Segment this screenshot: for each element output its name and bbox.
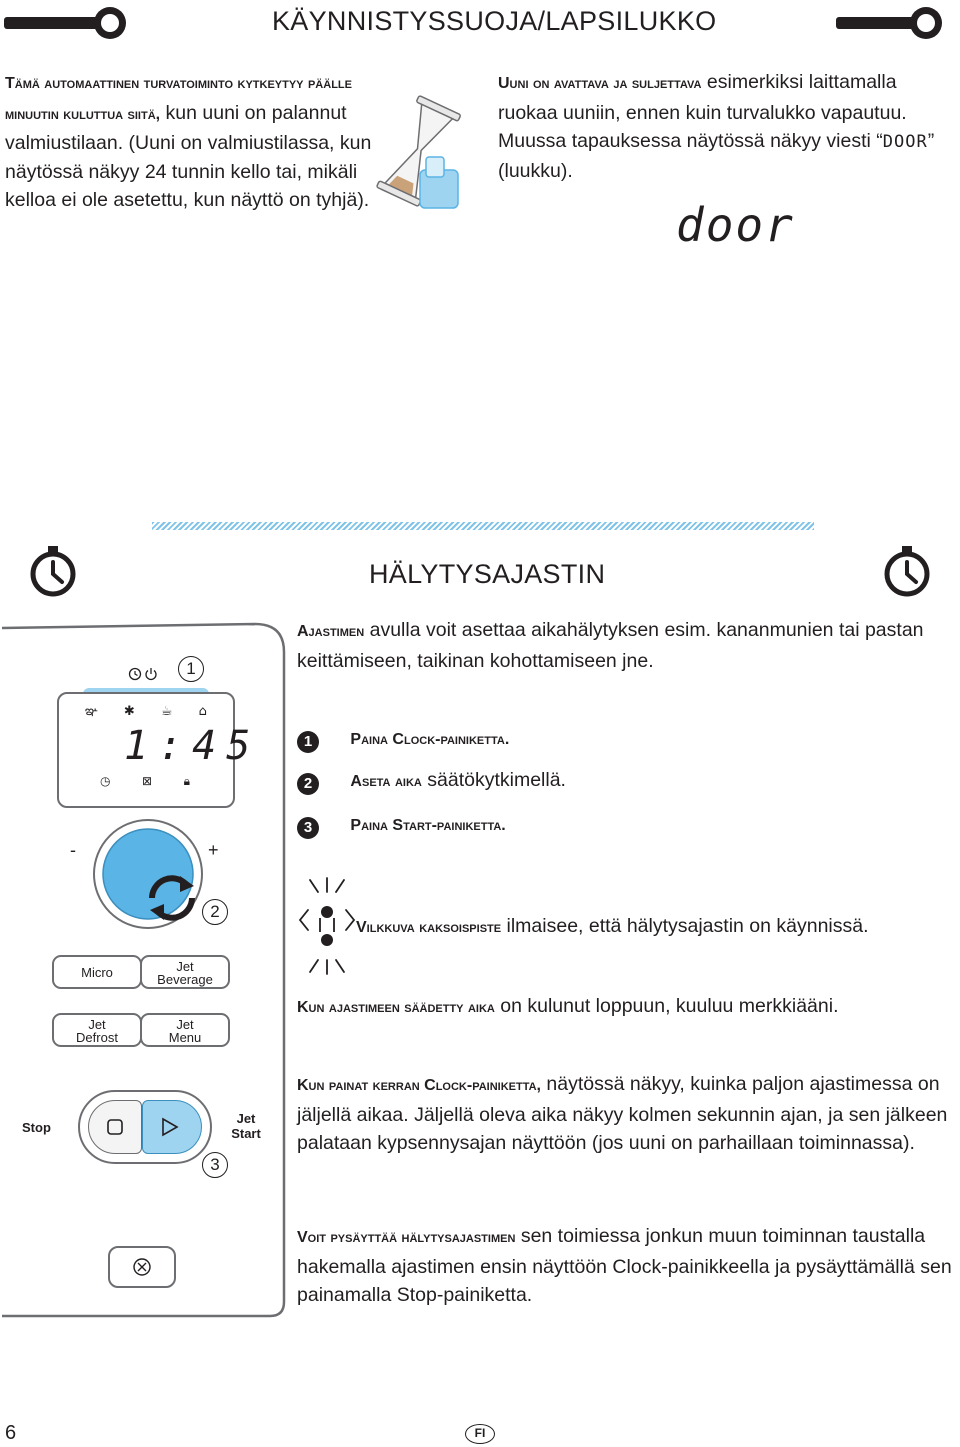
timer-icon-right [882,544,932,598]
minus-label: - [70,840,76,860]
jet-beverage-button[interactable]: Jet Beverage [140,955,230,989]
clock-icon [128,667,142,681]
language-badge: FI [465,1424,495,1444]
callout-2: 2 [202,899,228,925]
key-icon-left [2,4,132,42]
timer-step-1: 1 Paina Clock-painiketta. [297,724,957,755]
timer-title: HÄLYTYSAJASTIN [369,559,606,589]
page-title: KÄYNNISTYSSUOJA/LAPSILUKKO [272,6,717,36]
stop-status-icon: ⊠ [142,774,153,788]
page-number: 6 [5,1422,17,1444]
mode-icons [72,704,220,722]
timer-icon-left [28,544,78,598]
timer-blink: Vilkkuva kaksoispiste ilmaisee, että hälytysajastin on käynnissä. [356,915,869,937]
lock-status-icon: 🔒︎ [183,774,190,788]
door-display: door [676,198,795,252]
timer-step-2: 2 Aseta aika säätökytkimellä. [297,766,957,797]
timer-intro: Ajastimen avulla voit asettaa aikahälytyksen esim. kananmunien tai pastan keittämiseen, taikinan kohottamiseen jne. [297,619,924,672]
childlock-left-text: Tämä automaattinen turvatoiminto kytkeytyy päälle minuutin kuluttua siitä, kun uuni on palannut valmiustilaan. (Uuni on valmiustilassa, kun näytössä näkyy 24 tunnin kello tai, mikäli kelloa ei ole asetettu, kun näyttö on tyhjä). [5,75,372,211]
beverage-icon: ☕ [160,704,173,719]
callout-3: 3 [202,1152,228,1178]
play-icon [160,1117,180,1137]
section-divider [152,522,814,530]
timer-press-once: Kun painat kerran Clock-painiketta, näytössä näkyy, kuinka paljon ajastimessa on jäljellä aikaa. Jäljellä oleva aika näkyy kolmen sekunnin ajan, ja sen jälkeen palataan kypsennysajan näyttöön (jos uuni on parhaillaan toiminnassa). [297,1073,948,1154]
plus-label: + [208,840,219,860]
blink-icon [298,874,356,978]
key-icon-right [832,4,960,42]
grill-icon: ఞ [85,704,98,719]
menu-icon: ⌂ [198,704,207,719]
defrost-icon: ✱ [123,704,135,719]
jet-start-label: Jet Start [231,1111,261,1141]
rotate-icon [144,872,200,924]
timer-stop: Voit pysäyttää hälytysajastimen sen toimiessa jonkun muun toiminnan taustalla hakemalla ajastimen ensin näyttöön Clock-painikkeella ja pysäyttämällä sen painamalla Stop-painiketta. [297,1225,952,1306]
hourglass-icon [372,95,467,215]
jet-defrost-button[interactable]: Jet Defrost [52,1013,142,1047]
power-icon [144,667,158,681]
jet-menu-button[interactable]: Jet Menu [140,1013,230,1047]
timer-elapsed: Kun ajastimeen säädetty aika on kulunut loppuun, kuuluu merkkiääni. [297,995,839,1017]
micro-button[interactable]: Micro [52,955,142,989]
display-time: 1:45 [124,723,261,769]
stop-label: Stop [22,1120,51,1135]
callout-1: 1 [178,656,204,682]
timer-step-3: 3 Paina Start-painiketta. [297,810,957,841]
childlock-right-text: Uuni on avattava ja suljettava esimerkiksi laittamalla ruokaa uuniin, ennen kuin turvalukko vapautuu. Muussa tapauksessa näytössä näkyy viesti “DOOR” (luukku). [498,71,935,182]
status-icons [100,774,190,789]
stop-timer-icon [132,1257,152,1277]
door-inline: DOOR [882,132,928,152]
timer-status-icon: ◷ [100,774,111,788]
stop-icon [107,1119,123,1135]
